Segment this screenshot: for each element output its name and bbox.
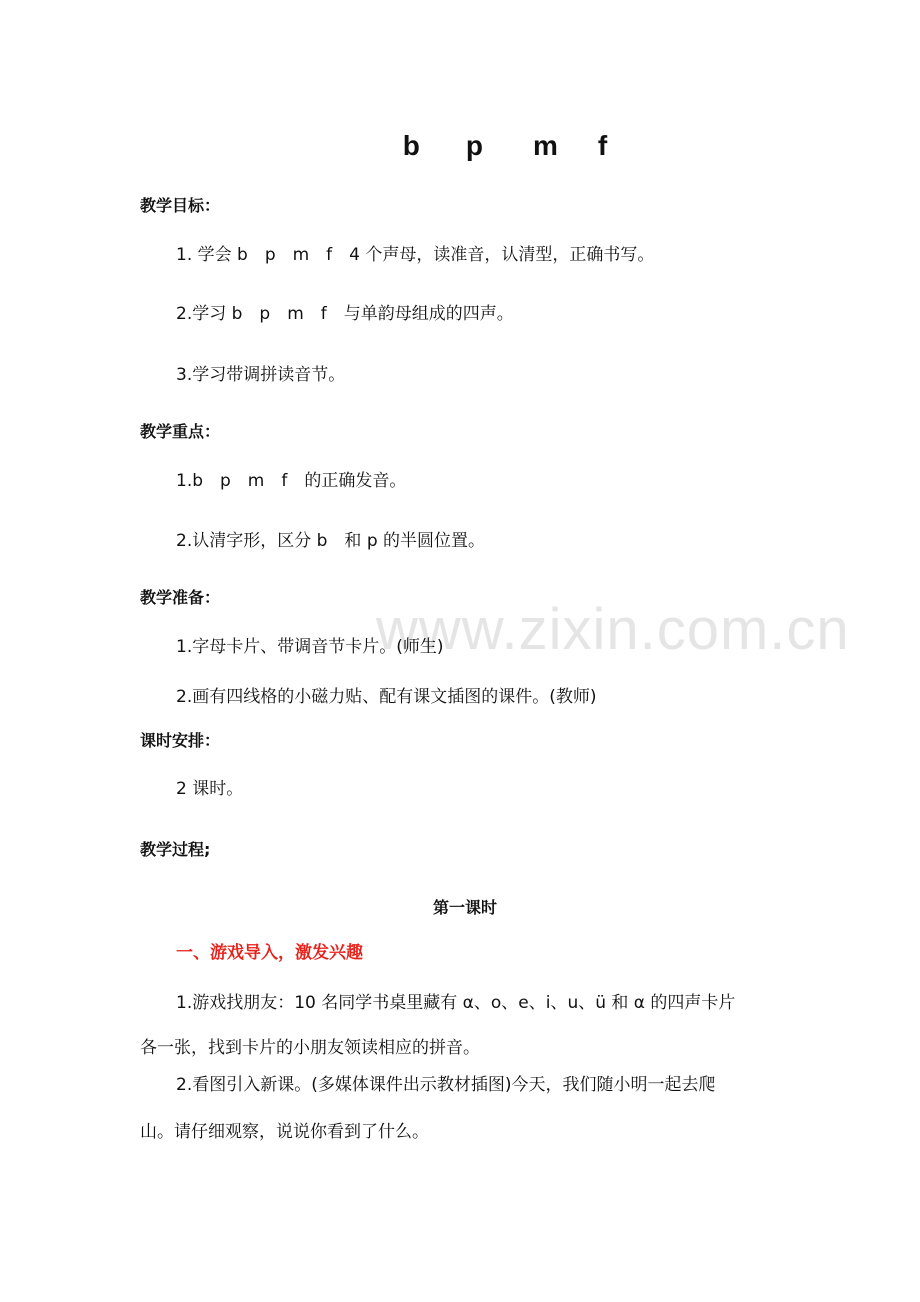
key-point-item-2: 2.认清字形，区分 b 和 p 的半圆位置。 [176,531,486,551]
key-point-item-1: 1.b p m f 的正确发音。 [176,471,407,491]
process-heading: 教学过程; [140,840,211,859]
paragraph-1-line-2: 各一张，找到卡片的小朋友领读相应的拼音。 [140,1038,480,1058]
key-points-heading: 教学重点： [140,422,221,441]
watermark: www.zixin.com.cn [376,597,850,662]
schedule-value: 2 课时。 [176,779,244,799]
preparation-item-1: 1.字母卡片、带调音节卡片。(师生) [176,637,444,657]
preparation-item-2: 2.画有四线格的小磁力贴、配有课文插图的课件。(教师) [176,687,597,707]
page-title [0,130,920,162]
title-letter-p: p [465,130,483,161]
title-letter-m: m [532,130,558,161]
preparation-heading: 教学准备： [140,588,221,607]
schedule-heading: 课时安排： [140,731,221,750]
title-letter-b: b [402,130,420,161]
goals-heading: 教学目标： [140,196,221,215]
paragraph-2-line-2: 山。请仔细观察，说说你看到了什么。 [140,1122,429,1142]
paragraph-1-line-1: 1.游戏找朋友：10 名同学书桌里藏有 α、o、e、i、u、ü 和 α 的四声卡片 [176,993,736,1013]
goal-item-3: 3.学习带调拼读音节。 [176,365,346,385]
goal-item-1: 1. 学会 b p m f 4 个声母，读准音，认清型，正确书写。 [176,245,655,265]
lesson-title: 第一课时 [432,898,497,917]
paragraph-2-line-1: 2.看图引入新课。(多媒体课件出示教材插图)今天，我们随小明一起去爬 [176,1075,716,1095]
section-title: 一、游戏导入，激发兴趣 [176,943,363,963]
goal-item-2: 2.学习 b p m f 与单韵母组成的四声。 [176,304,514,324]
title-letter-f: f [597,130,608,161]
